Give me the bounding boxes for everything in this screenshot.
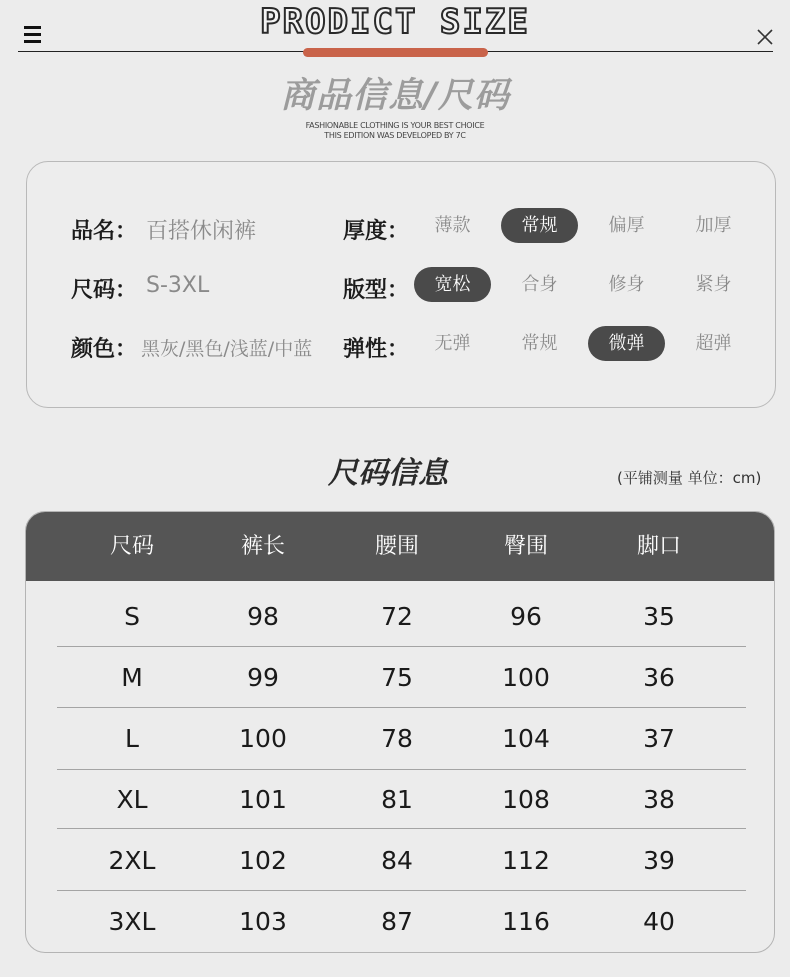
column-header-hip: 臀围 (503, 534, 548, 559)
cell-size: 2XL (108, 846, 156, 875)
cell-hip: 116 (502, 907, 550, 936)
subtitle (0, 121, 790, 141)
table-row (26, 708, 774, 769)
cell-hip: 96 (510, 602, 542, 631)
cell-length: 100 (239, 724, 287, 753)
cell-waist: 87 (381, 907, 413, 936)
cell-waist: 72 (381, 602, 413, 631)
cell-hem: 39 (643, 846, 675, 875)
column-header-hem: 脚口 (636, 534, 681, 559)
size-section-title: 尺码信息 (328, 456, 448, 491)
size-label: 尺码： (71, 278, 138, 303)
cell-hem: 38 (643, 785, 675, 814)
elasticity-option: 常规 (521, 333, 558, 354)
table-row (26, 647, 774, 708)
elasticity-label: 弹性： (343, 337, 410, 362)
table-row (26, 830, 774, 891)
name-label: 品名： (71, 219, 138, 244)
cell-length: 99 (247, 663, 279, 692)
cell-hem: 35 (643, 602, 675, 631)
unit-note: (平铺测量 单位：cm) (617, 469, 762, 487)
fit-option-selected: 宽松 (414, 267, 491, 302)
product-info-card (26, 161, 776, 408)
thickness-option: 薄款 (434, 215, 471, 236)
elasticity-option-selected: 微弹 (588, 326, 665, 361)
fit-label: 版型： (343, 278, 410, 303)
cell-hem: 36 (643, 663, 675, 692)
cell-waist: 84 (381, 846, 413, 875)
cell-hip: 108 (502, 785, 550, 814)
subtitle-line-2: THIS EDITION WAS DEVELOPED BY 7C (324, 131, 466, 140)
column-header-length: 裤长 (240, 534, 285, 559)
cell-size: S (124, 602, 140, 631)
close-icon[interactable] (754, 26, 776, 48)
accent-bar (303, 48, 488, 57)
thickness-option-selected: 常规 (501, 208, 578, 243)
info-row-2 (27, 267, 775, 307)
fit-option: 紧身 (695, 274, 732, 295)
cell-length: 101 (239, 785, 287, 814)
cell-waist: 81 (381, 785, 413, 814)
cell-hip: 104 (502, 724, 550, 753)
thickness-option: 加厚 (695, 215, 732, 236)
info-row-3 (27, 326, 775, 366)
cell-length: 103 (239, 907, 287, 936)
row-divider (57, 828, 746, 829)
column-header-waist: 腰围 (374, 534, 419, 559)
cell-waist: 78 (381, 724, 413, 753)
cell-hip: 100 (502, 663, 550, 692)
info-row-1 (27, 208, 775, 248)
table-row (26, 891, 774, 952)
page-title: 商品信息/尺码 (280, 76, 510, 116)
size-table (25, 511, 775, 953)
elasticity-option: 无弹 (434, 333, 471, 354)
color-label: 颜色： (71, 337, 138, 362)
thickness-option: 偏厚 (608, 215, 645, 236)
name-value: 百搭休闲裤 (146, 219, 257, 244)
cell-hip: 112 (502, 846, 550, 875)
cell-hem: 40 (643, 907, 675, 936)
cell-waist: 75 (381, 663, 413, 692)
fit-option: 修身 (608, 274, 645, 295)
color-value: 黑灰/黑色/浅蓝/中蓝 (141, 338, 313, 360)
fit-option: 合身 (521, 274, 558, 295)
table-row (26, 769, 774, 830)
cell-hem: 37 (643, 724, 675, 753)
cell-size: L (125, 724, 139, 753)
table-header (26, 512, 774, 581)
table-row (26, 586, 774, 647)
cell-size: M (121, 663, 143, 692)
page-title-english: PRODICT SIZE (260, 2, 530, 42)
subtitle-line-1: FASHIONABLE CLOTHING IS YOUR BEST CHOICE (305, 121, 485, 130)
cell-size: 3XL (108, 907, 156, 936)
cell-size: XL (116, 785, 148, 814)
cell-length: 98 (247, 602, 279, 631)
elasticity-option: 超弹 (695, 333, 732, 354)
cell-length: 102 (239, 846, 287, 875)
column-header-size: 尺码 (109, 534, 154, 559)
size-value: S-3XL (146, 273, 210, 298)
thickness-label: 厚度： (343, 219, 410, 244)
